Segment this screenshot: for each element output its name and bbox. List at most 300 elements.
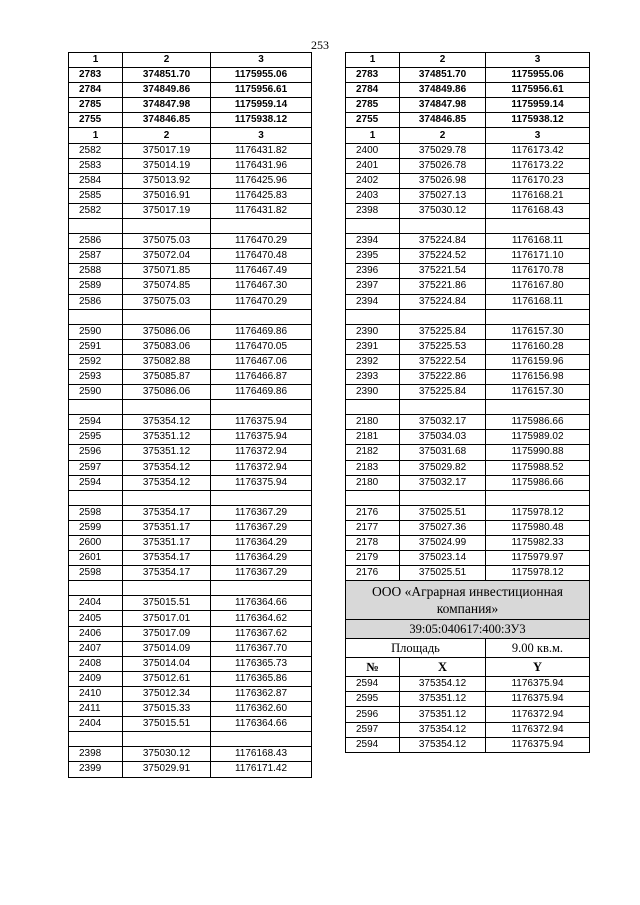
y-coordinate: 1176367.70 [211, 641, 312, 656]
x-coordinate: 375224.84 [400, 234, 486, 249]
y-coordinate [211, 219, 312, 234]
y-coordinate: 1176467.49 [211, 264, 312, 279]
y-coordinate: 1175986.66 [486, 475, 590, 490]
y-coordinate: 1176160.28 [486, 339, 590, 354]
point-number: 2590 [69, 324, 123, 339]
x-coordinate: 375017.01 [123, 611, 211, 626]
x-coordinate: 375225.84 [400, 385, 486, 400]
table-row [69, 415, 312, 430]
table-row [69, 83, 312, 98]
x-coordinate: 374851.70 [123, 68, 211, 83]
table-row [346, 188, 590, 203]
table-row [346, 430, 590, 445]
number-header: № [346, 658, 400, 677]
x-coordinate: 375221.54 [400, 264, 486, 279]
x-coordinate: 375015.51 [123, 717, 211, 732]
y-coordinate [211, 732, 312, 747]
point-number: 2589 [69, 279, 123, 294]
x-coordinate: 375031.68 [400, 445, 486, 460]
y-coordinate [211, 309, 312, 324]
point-number: 2598 [69, 566, 123, 581]
point-number: 2586 [69, 234, 123, 249]
table-row [346, 98, 590, 113]
x-coordinate: 375083.06 [123, 339, 211, 354]
y-coordinate [486, 309, 590, 324]
table-row [346, 219, 590, 234]
header-row [346, 53, 590, 68]
y-coordinate: 1176431.96 [211, 158, 312, 173]
y-coordinate: 1176425.83 [211, 188, 312, 203]
x-coordinate: 375017.19 [123, 203, 211, 218]
table-row [69, 339, 312, 354]
table-row [69, 490, 312, 505]
table-row [346, 309, 590, 324]
point-number: 2180 [346, 415, 400, 430]
point-number: 2409 [69, 671, 123, 686]
column-header: 2 [400, 53, 486, 68]
table-row [69, 188, 312, 203]
table-row [346, 520, 590, 535]
organization-name: ООО «Аграрная инвестиционная компания» [346, 581, 590, 620]
table-row [69, 596, 312, 611]
y-coordinate: 1175938.12 [486, 113, 590, 128]
table-row [69, 385, 312, 400]
table-row [346, 113, 590, 128]
point-number: 2411 [69, 702, 123, 717]
point-number: 2594 [346, 737, 400, 752]
point-number: 2181 [346, 430, 400, 445]
cadastral-row [346, 620, 590, 639]
y-coordinate: 1176365.73 [211, 656, 312, 671]
x-coordinate: 374849.86 [400, 83, 486, 98]
x-coordinate: 375027.13 [400, 188, 486, 203]
table-row [346, 83, 590, 98]
y-coordinate: 1176469.86 [211, 385, 312, 400]
table-row [346, 707, 590, 722]
area-label: Площадь [346, 639, 486, 658]
y-coordinate: 1176375.94 [211, 430, 312, 445]
x-coordinate: 375026.98 [400, 173, 486, 188]
table-row [346, 158, 590, 173]
x-coordinate: 375023.14 [400, 551, 486, 566]
point-number: 2590 [69, 385, 123, 400]
y-coordinate: 1175978.12 [486, 505, 590, 520]
table-row [69, 430, 312, 445]
table-row [346, 143, 590, 158]
y-coordinate: 1176372.94 [211, 460, 312, 475]
point-number [346, 309, 400, 324]
x-coordinate: 375012.61 [123, 671, 211, 686]
table-row [69, 324, 312, 339]
y-coordinate: 1175956.61 [211, 83, 312, 98]
y-coordinate: 1176173.22 [486, 158, 590, 173]
y-coordinate: 1176375.94 [211, 415, 312, 430]
x-coordinate: 375354.12 [123, 460, 211, 475]
y-coordinate: 1176167.80 [486, 279, 590, 294]
point-number: 2399 [69, 762, 123, 777]
table-row [69, 551, 312, 566]
x-coordinate [123, 490, 211, 505]
y-coordinate: 1176367.29 [211, 505, 312, 520]
point-number: 2597 [69, 460, 123, 475]
y-coordinate: 1175959.14 [211, 98, 312, 113]
y-coordinate: 1176364.62 [211, 611, 312, 626]
point-number: 2595 [69, 430, 123, 445]
x-coordinate [123, 581, 211, 596]
x-coordinate: 375086.06 [123, 385, 211, 400]
point-number: 2400 [346, 143, 400, 158]
table-row [346, 203, 590, 218]
y-header: Y [486, 658, 590, 677]
x-coordinate: 375029.78 [400, 143, 486, 158]
table-row [346, 551, 590, 566]
y-coordinate: 1176470.29 [211, 294, 312, 309]
y-coordinate: 1175955.06 [211, 68, 312, 83]
x-coordinate: 374849.86 [123, 83, 211, 98]
table-row [69, 400, 312, 415]
column-header: 3 [211, 128, 312, 143]
point-number: 2596 [69, 445, 123, 460]
table-row [346, 294, 590, 309]
y-coordinate: 1175989.02 [486, 430, 590, 445]
table-row [346, 234, 590, 249]
column-header: 1 [69, 128, 123, 143]
column-header: 1 [346, 53, 400, 68]
x-coordinate: 375222.86 [400, 369, 486, 384]
point-number: 2594 [346, 677, 400, 692]
point-number: 2783 [346, 68, 400, 83]
table-row [346, 737, 590, 752]
point-number: 2398 [69, 747, 123, 762]
point-number: 2600 [69, 536, 123, 551]
column-header: 3 [486, 53, 590, 68]
point-number: 2584 [69, 173, 123, 188]
point-number: 2755 [346, 113, 400, 128]
table-row [69, 234, 312, 249]
x-coordinate: 375351.17 [123, 536, 211, 551]
y-coordinate: 1176470.29 [211, 234, 312, 249]
table-row [69, 747, 312, 762]
right-coordinates-table [345, 52, 590, 753]
x-coordinate: 374846.85 [123, 113, 211, 128]
y-coordinate: 1176171.42 [211, 762, 312, 777]
table-row [346, 536, 590, 551]
y-coordinate: 1176375.94 [486, 692, 590, 707]
table-row [69, 762, 312, 777]
y-coordinate: 1176364.29 [211, 536, 312, 551]
x-coordinate: 375351.12 [400, 692, 486, 707]
y-coordinate: 1176470.48 [211, 249, 312, 264]
x-coordinate: 375351.12 [123, 445, 211, 460]
point-number: 2591 [69, 339, 123, 354]
y-coordinate: 1176170.78 [486, 264, 590, 279]
point-number [69, 400, 123, 415]
point-number: 2784 [346, 83, 400, 98]
table-row [69, 203, 312, 218]
y-coordinate: 1176156.98 [486, 369, 590, 384]
y-coordinate [486, 219, 590, 234]
point-number [69, 490, 123, 505]
y-coordinate: 1176364.66 [211, 717, 312, 732]
point-number [346, 400, 400, 415]
table-row [69, 702, 312, 717]
point-number: 2585 [69, 188, 123, 203]
table-row [346, 354, 590, 369]
x-coordinate: 375354.17 [123, 505, 211, 520]
table-row [69, 505, 312, 520]
y-coordinate: 1176372.94 [486, 722, 590, 737]
point-number: 2599 [69, 520, 123, 535]
y-coordinate: 1176171.10 [486, 249, 590, 264]
column-header: 2 [400, 128, 486, 143]
table-row [346, 490, 590, 505]
point-number: 2392 [346, 354, 400, 369]
point-number: 2785 [69, 98, 123, 113]
table-row [346, 677, 590, 692]
point-number: 2404 [69, 717, 123, 732]
y-coordinate: 1176364.29 [211, 551, 312, 566]
table-row [69, 656, 312, 671]
point-number: 2391 [346, 339, 400, 354]
table-row [69, 219, 312, 234]
y-coordinate: 1176365.86 [211, 671, 312, 686]
x-coordinate: 375016.91 [123, 188, 211, 203]
x-coordinate: 375025.51 [400, 505, 486, 520]
point-number: 2598 [69, 505, 123, 520]
x-coordinate: 375354.12 [400, 677, 486, 692]
y-coordinate: 1175988.52 [486, 460, 590, 475]
y-coordinate: 1176367.29 [211, 566, 312, 581]
table-row [69, 264, 312, 279]
x-coordinate [123, 219, 211, 234]
table-row [346, 475, 590, 490]
cadastral-number: 39:05:040617:400:ЗУ3 [346, 620, 590, 639]
column-header: 3 [486, 128, 590, 143]
table-row [69, 369, 312, 384]
point-number: 2180 [346, 475, 400, 490]
y-coordinate: 1176467.30 [211, 279, 312, 294]
y-coordinate: 1175938.12 [211, 113, 312, 128]
point-number: 2601 [69, 551, 123, 566]
point-number: 2182 [346, 445, 400, 460]
point-number: 2390 [346, 324, 400, 339]
x-coordinate: 375224.52 [400, 249, 486, 264]
point-number: 2393 [346, 369, 400, 384]
point-number: 2597 [346, 722, 400, 737]
x-coordinate: 375354.17 [123, 566, 211, 581]
x-coordinate: 375075.03 [123, 294, 211, 309]
table-row [346, 324, 590, 339]
area-row [346, 639, 590, 658]
point-number: 2406 [69, 626, 123, 641]
y-coordinate: 1176470.05 [211, 339, 312, 354]
point-number: 2178 [346, 536, 400, 551]
column-header: 3 [211, 53, 312, 68]
table-row [346, 460, 590, 475]
x-coordinate: 375034.03 [400, 430, 486, 445]
point-number: 2183 [346, 460, 400, 475]
x-coordinate: 375029.91 [123, 762, 211, 777]
table-row [346, 279, 590, 294]
table-row [346, 68, 590, 83]
x-coordinate: 375351.12 [123, 430, 211, 445]
point-number: 2408 [69, 656, 123, 671]
point-number: 2407 [69, 641, 123, 656]
x-coordinate: 375030.12 [400, 203, 486, 218]
x-coordinate: 375014.09 [123, 641, 211, 656]
y-coordinate: 1176168.11 [486, 294, 590, 309]
x-coordinate: 375014.04 [123, 656, 211, 671]
table-row [69, 536, 312, 551]
point-number: 2784 [69, 83, 123, 98]
point-number: 2582 [69, 203, 123, 218]
x-coordinate: 374851.70 [400, 68, 486, 83]
x-coordinate: 375029.82 [400, 460, 486, 475]
point-number: 2177 [346, 520, 400, 535]
point-number [69, 219, 123, 234]
point-number: 2176 [346, 566, 400, 581]
y-coordinate [211, 400, 312, 415]
point-number: 2402 [346, 173, 400, 188]
x-coordinate: 375225.84 [400, 324, 486, 339]
table-row [346, 566, 590, 581]
y-coordinate: 1175979.97 [486, 551, 590, 566]
y-coordinate: 1175990.88 [486, 445, 590, 460]
column-header: 2 [123, 53, 211, 68]
x-coordinate: 375024.99 [400, 536, 486, 551]
y-coordinate: 1176431.82 [211, 143, 312, 158]
y-coordinate: 1176372.94 [211, 445, 312, 460]
x-coordinate: 375354.12 [400, 722, 486, 737]
point-number: 2394 [346, 294, 400, 309]
table-row [69, 68, 312, 83]
y-coordinate: 1176375.94 [486, 677, 590, 692]
x-coordinate: 375221.86 [400, 279, 486, 294]
table-row [69, 445, 312, 460]
x-coordinate: 375075.03 [123, 234, 211, 249]
x-coordinate [400, 219, 486, 234]
point-number: 2395 [346, 249, 400, 264]
x-coordinate: 375012.34 [123, 686, 211, 701]
table-row [69, 309, 312, 324]
x-coordinate [400, 309, 486, 324]
y-coordinate: 1176362.60 [211, 702, 312, 717]
y-coordinate: 1176375.94 [211, 475, 312, 490]
column-header: 2 [123, 128, 211, 143]
point-number: 2593 [69, 369, 123, 384]
page-number: 253 [311, 38, 329, 52]
y-coordinate: 1176173.42 [486, 143, 590, 158]
x-coordinate: 375013.92 [123, 173, 211, 188]
y-coordinate: 1176157.30 [486, 324, 590, 339]
point-number: 2594 [69, 415, 123, 430]
point-number [346, 490, 400, 505]
y-coordinate: 1175956.61 [486, 83, 590, 98]
point-number: 2410 [69, 686, 123, 701]
table-row [69, 143, 312, 158]
y-coordinate: 1175982.33 [486, 536, 590, 551]
x-coordinate [123, 400, 211, 415]
point-number: 2397 [346, 279, 400, 294]
y-coordinate: 1175980.48 [486, 520, 590, 535]
x-coordinate: 374847.98 [123, 98, 211, 113]
x-coordinate: 374847.98 [400, 98, 486, 113]
y-coordinate: 1175986.66 [486, 415, 590, 430]
point-number: 2783 [69, 68, 123, 83]
y-coordinate: 1175955.06 [486, 68, 590, 83]
point-number: 2592 [69, 354, 123, 369]
y-coordinate: 1176168.21 [486, 188, 590, 203]
x-coordinate: 375222.54 [400, 354, 486, 369]
y-coordinate: 1176364.66 [211, 596, 312, 611]
x-coordinate: 375354.12 [123, 475, 211, 490]
column-header: 1 [69, 53, 123, 68]
point-number: 2179 [346, 551, 400, 566]
table-row [69, 581, 312, 596]
x-coordinate: 375351.17 [123, 520, 211, 535]
x-coordinate: 375017.09 [123, 626, 211, 641]
point-number: 2587 [69, 249, 123, 264]
point-number [346, 219, 400, 234]
table-row [69, 173, 312, 188]
x-coordinate: 375354.17 [123, 551, 211, 566]
x-coordinate: 375351.12 [400, 707, 486, 722]
x-coordinate: 375354.12 [400, 737, 486, 752]
x-coordinate: 375015.51 [123, 596, 211, 611]
table-row [346, 692, 590, 707]
table-row [69, 641, 312, 656]
x-coordinate: 375032.17 [400, 475, 486, 490]
y-coordinate: 1176431.82 [211, 203, 312, 218]
table-row [346, 445, 590, 460]
y-coordinate [211, 581, 312, 596]
table-row [69, 249, 312, 264]
y-coordinate [211, 490, 312, 505]
point-number: 2394 [346, 234, 400, 249]
x-coordinate: 375017.19 [123, 143, 211, 158]
y-coordinate: 1176159.96 [486, 354, 590, 369]
point-number: 2401 [346, 158, 400, 173]
table-row [69, 354, 312, 369]
table-row [69, 566, 312, 581]
x-coordinate: 375071.85 [123, 264, 211, 279]
x-coordinate: 375014.19 [123, 158, 211, 173]
table-row [69, 520, 312, 535]
table-row [346, 264, 590, 279]
x-coordinate: 375224.84 [400, 294, 486, 309]
x-coordinate: 374846.85 [400, 113, 486, 128]
table-row [69, 686, 312, 701]
area-value: 9.00 кв.м. [486, 639, 590, 658]
point-number: 2755 [69, 113, 123, 128]
table-row [69, 98, 312, 113]
point-number: 2398 [346, 203, 400, 218]
y-coordinate: 1176157.30 [486, 385, 590, 400]
table-row [69, 717, 312, 732]
point-number: 2583 [69, 158, 123, 173]
point-number [69, 581, 123, 596]
y-coordinate: 1176168.43 [211, 747, 312, 762]
x-coordinate: 375225.53 [400, 339, 486, 354]
point-number: 2396 [346, 264, 400, 279]
point-number: 2176 [346, 505, 400, 520]
table-row [69, 611, 312, 626]
point-number [69, 309, 123, 324]
header-row [69, 53, 312, 68]
table-row [346, 249, 590, 264]
point-number: 2595 [346, 692, 400, 707]
point-number: 2596 [346, 707, 400, 722]
